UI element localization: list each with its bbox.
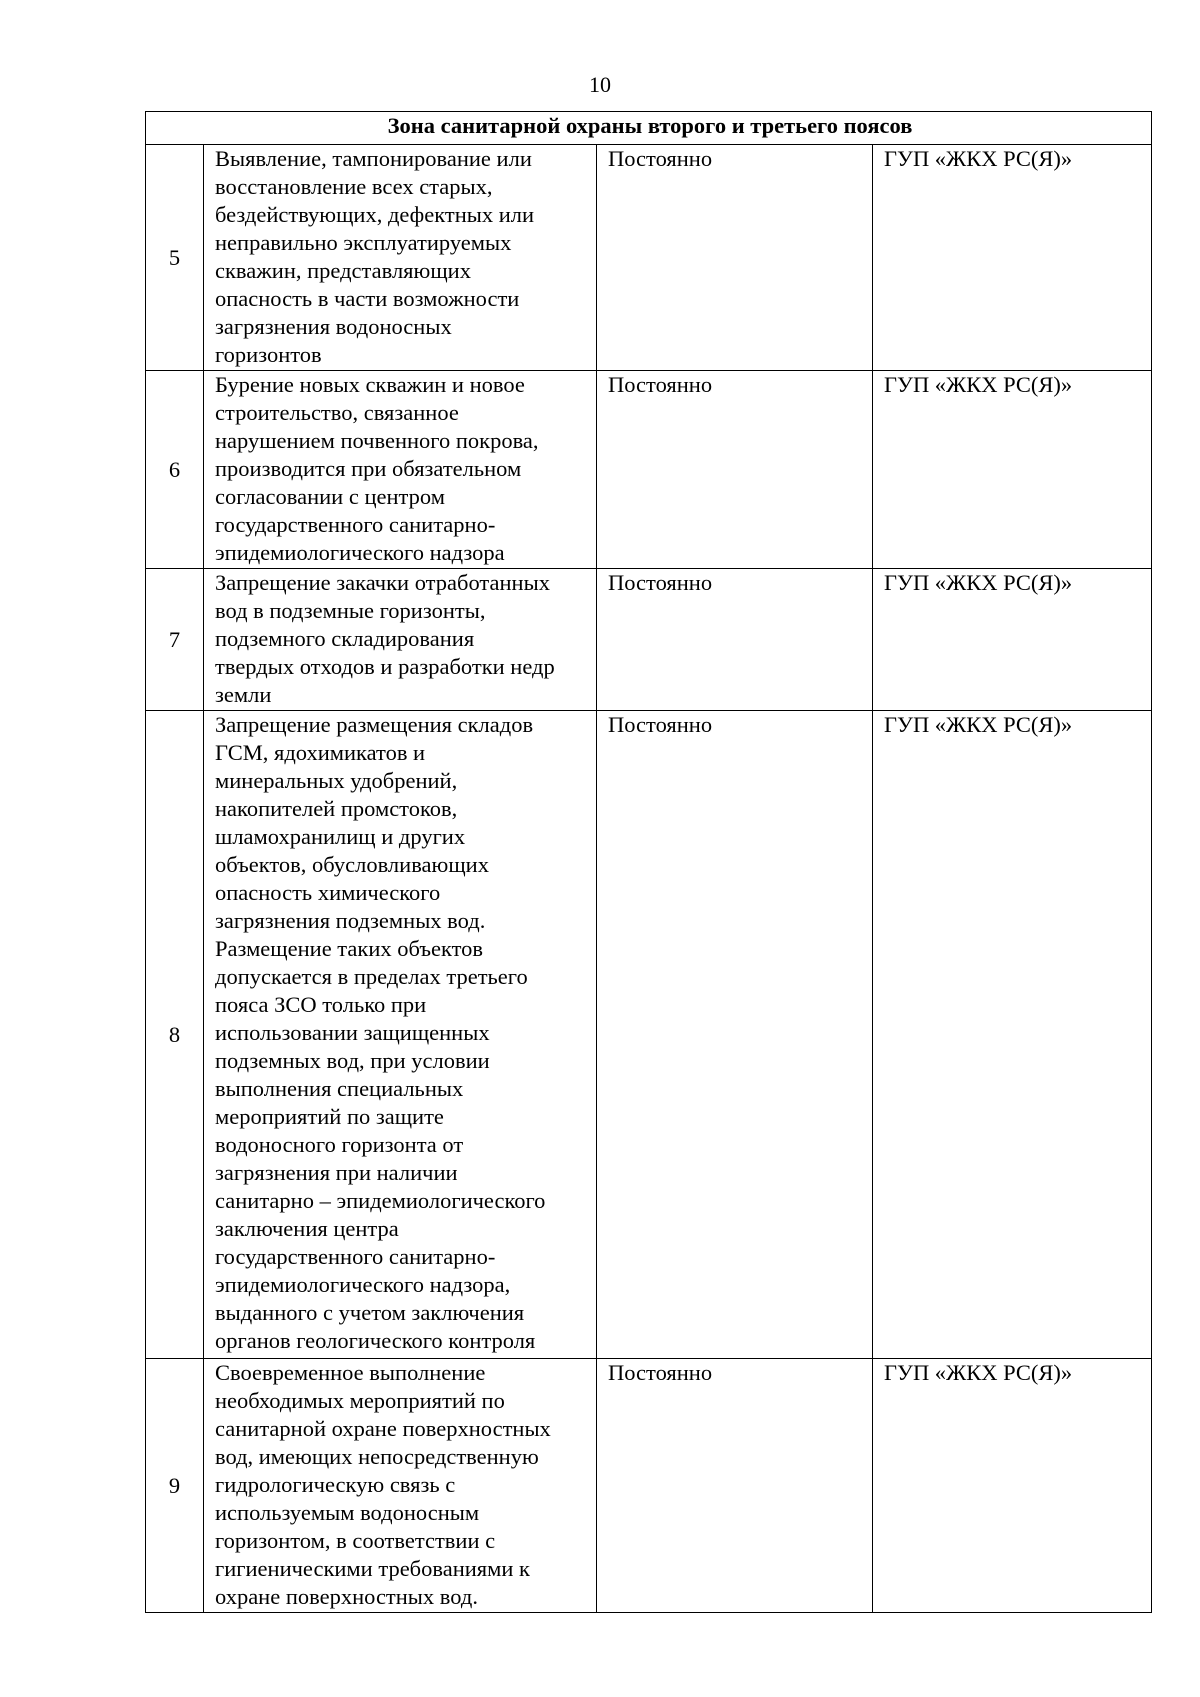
row-number: 5 [146,145,204,371]
table-row [146,371,1152,569]
table-row [146,569,1152,711]
table-row [146,145,1152,371]
table-row [146,711,1152,1359]
row-number: 7 [146,569,204,711]
measure-description: Выявление, тампонирование или восстановление всех старых, бездействующих, дефектных или неправильно эксплуатируемых скважин, представляющих опасность в части возможности загрязнения водоносных горизонтов [204,145,597,371]
responsible-cell: ГУП «ЖКХ РС(Я)» [873,569,1152,711]
measures-table [145,111,1152,1613]
measure-description: Бурение новых скважин и новое строительство, связанное нарушением почвенного покрова, производится при обязательном согласовании с центром государственного санитарно- эпидемиологического надзора [204,371,597,569]
section-header: Зона санитарной охраны второго и третьего поясов [146,112,1152,145]
measure-description: Запрещение закачки отработанных вод в подземные горизонты, подземного складирования твердых отходов и разработки недр земли [204,569,597,711]
responsible-cell: ГУП «ЖКХ РС(Я)» [873,1359,1152,1613]
period-cell: Постоянно [597,1359,873,1613]
page-number: 10 [589,72,611,97]
responsible-cell: ГУП «ЖКХ РС(Я)» [873,145,1152,371]
period-cell: Постоянно [597,711,873,1359]
period-cell: Постоянно [597,371,873,569]
period-cell: Постоянно [597,145,873,371]
row-number: 8 [146,711,204,1359]
period-cell: Постоянно [597,569,873,711]
measure-description: Своевременное выполнение необходимых мероприятий по санитарной охране поверхностных вод, имеющих непосредственную гидрологическую связь с используемым водоносным горизонтом, в соответствии с гигиеническими требованиями к охране поверхностных вод. [204,1359,597,1613]
responsible-cell: ГУП «ЖКХ РС(Я)» [873,371,1152,569]
row-number: 9 [146,1359,204,1613]
measure-description: Запрещение размещения складов ГСМ, ядохимикатов и минеральных удобрений, накопителей промстоков, шламохранилищ и других объектов, обусловливающих опасность химического загрязнения подземных вод. Размещение таких объектов допускается в пределах третьего пояса ЗСО только при использовании защищенных подземных вод, при условии выполнения специальных мероприятий по защите водоносного горизонта от загрязнения при наличии санитарно – эпидемиологического заключения центра государственного санитарно- эпидемиологического надзора, выданного с учетом заключения органов геологического контроля [204,711,597,1359]
responsible-cell: ГУП «ЖКХ РС(Я)» [873,711,1152,1359]
table-row [146,1359,1152,1613]
row-number: 6 [146,371,204,569]
section-header-row [146,112,1152,145]
